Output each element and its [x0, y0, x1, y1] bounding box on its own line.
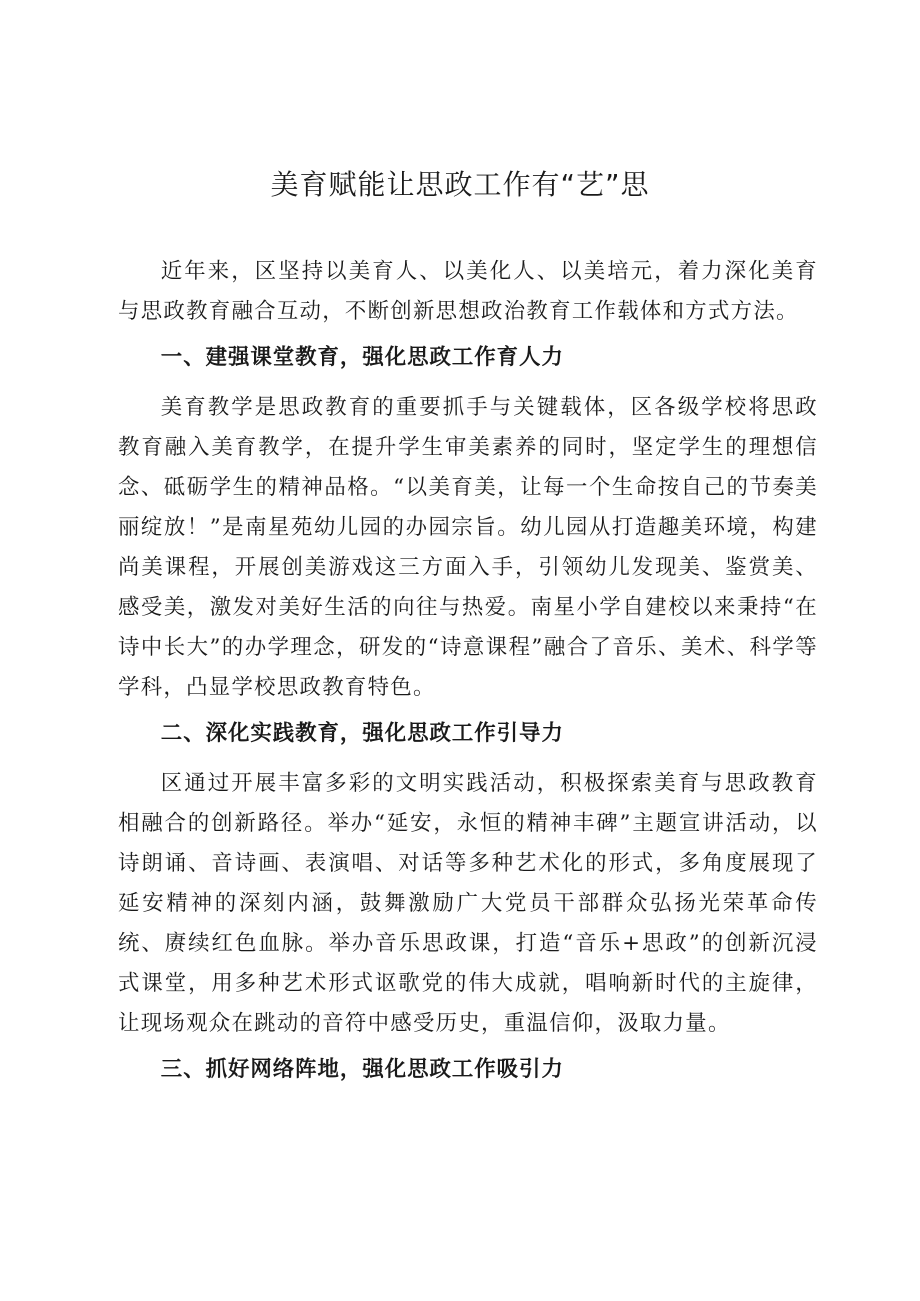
section-paragraph-2: 区通过开展丰富多彩的文明实践活动，积极探索美育与思政教育相融合的创新路径。举办“延安，永恒的精神丰碑”主题宣讲活动，以诗朗诵、音诗画、表演唱、对话等多种艺术化的形式，多角度展现了延安精神的深刻内涵，鼓舞激励广大党员干部群众弘扬光荣革命传统、赓续红色血脉。举办音乐思政课，打造“音乐+思政”的创新沉浸式课堂，用多种艺术形式讴歌党的伟大成就，唱响新时代的主旋律，让现场观众在跳动的音符中感受历史，重温信仰，汲取力量。: [118, 771, 818, 1036]
document-body: [118, 252, 818, 1100]
section-heading-3: 三、抓好网络阵地，强化思政工作吸引力: [160, 1057, 564, 1082]
document-title: 美育赋能让思政工作有“艺”思: [270, 168, 650, 201]
intro-paragraph: 近年来，区坚持以美育人、以美化人、以美培元，着力深化美育与思政教育融合互动，不断创新思想政治教育工作载体和方式方法。: [118, 259, 818, 324]
section-heading-1: 一、建强课堂教育，强化思政工作育人力: [160, 345, 564, 370]
section-paragraph-1: 美育教学是思政教育的重要抓手与关键载体，区各级学校将思政教育融入美育教学，在提升学生审美素养的同时，坚定学生的理想信念、砥砺学生的精神品格。“以美育美，让每一个生命按自己的节奏美丽绽放！”是南星苑幼儿园的办园宗旨。幼儿园从打造趣美环境，构建尚美课程，开展创美游戏这三方面入手，引领幼儿发现美、鉴赏美、感受美，激发对美好生活的向往与热爱。南星小学自建校以来秉持“在诗中长大”的办学理念，研发的“诗意课程”融合了音乐、美术、科学等学科，凸显学校思政教育特色。: [118, 395, 818, 700]
section-heading-2: 二、深化实践教育，强化思政工作引导力: [160, 721, 564, 746]
